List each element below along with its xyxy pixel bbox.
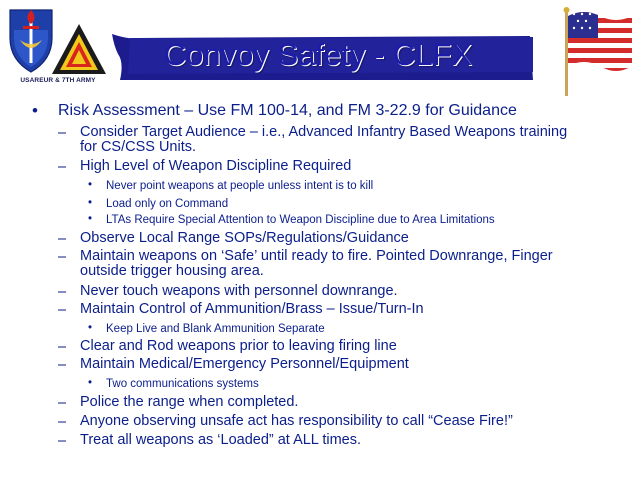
item-text: Maintain weapons on ‘Safe’ until ready to fire. Pointed Downrange, Finger xyxy=(80,248,553,264)
sub-item-text: Never point weapons at people unless intent is to kill xyxy=(106,180,374,192)
item-text: Never touch weapons with personnel downrange. xyxy=(80,283,398,299)
dash-marker: – xyxy=(58,249,67,265)
bullet-marker: • xyxy=(32,101,38,120)
dash-marker: – xyxy=(58,302,67,318)
dash-marker: – xyxy=(58,284,67,300)
item-text: Consider Target Audience – i.e., Advanced Infantry Based Weapons training xyxy=(80,124,568,140)
item-text: Maintain Medical/Emergency Personnel/Equipment xyxy=(80,356,409,372)
dash-marker: – xyxy=(58,395,67,411)
bullet-marker: • xyxy=(88,197,93,209)
seventh-army-patch-icon xyxy=(50,22,108,78)
dash-marker: – xyxy=(58,414,67,430)
army-logos xyxy=(6,4,106,88)
sub-item-text: Two communications systems xyxy=(106,378,259,390)
item-text: Anyone observing unsafe act has responsibility to call “Cease Fire!” xyxy=(80,413,513,429)
dash-marker: – xyxy=(58,433,67,449)
item-text: High Level of Weapon Discipline Required xyxy=(80,158,352,174)
american-flag-icon xyxy=(560,6,634,98)
logo-caption: USAREUR & 7TH ARMY xyxy=(20,77,96,84)
item-text: Clear and Rod weapons prior to leaving firing line xyxy=(80,338,397,354)
item-text-continued: for CS/CSS Units. xyxy=(80,139,197,155)
dash-marker: – xyxy=(58,159,67,175)
bullet-marker: • xyxy=(88,213,93,225)
sub-item-text: LTAs Require Special Attention to Weapon Discipline due to Area Limitations xyxy=(106,214,495,226)
item-text: Police the range when completed. xyxy=(80,394,299,410)
page-title: Convoy Safety - CLFX xyxy=(163,37,473,72)
item-text: Treat all weapons as ‘Loaded” at ALL times. xyxy=(80,432,362,448)
dash-marker: – xyxy=(58,339,67,355)
bullet-marker: • xyxy=(88,322,93,334)
dash-marker: – xyxy=(58,125,67,141)
bullet-marker: • xyxy=(88,377,93,389)
bullet-text: Risk Assessment – Use FM 100-14, and FM 3-22.9 for Guidance xyxy=(58,102,517,119)
sub-item-text: Keep Live and Blank Ammunition Separate xyxy=(106,323,325,335)
item-text: Maintain Control of Ammunition/Brass – Issue/Turn-In xyxy=(80,301,424,317)
sub-item-text: Load only on Command xyxy=(106,198,229,210)
dash-marker: – xyxy=(58,231,67,247)
dash-marker: – xyxy=(58,357,67,373)
item-text: Observe Local Range SOPs/Regulations/Guidance xyxy=(80,230,409,246)
item-text-continued: outside trigger housing area. xyxy=(80,263,264,279)
bullet-marker: • xyxy=(88,179,93,191)
